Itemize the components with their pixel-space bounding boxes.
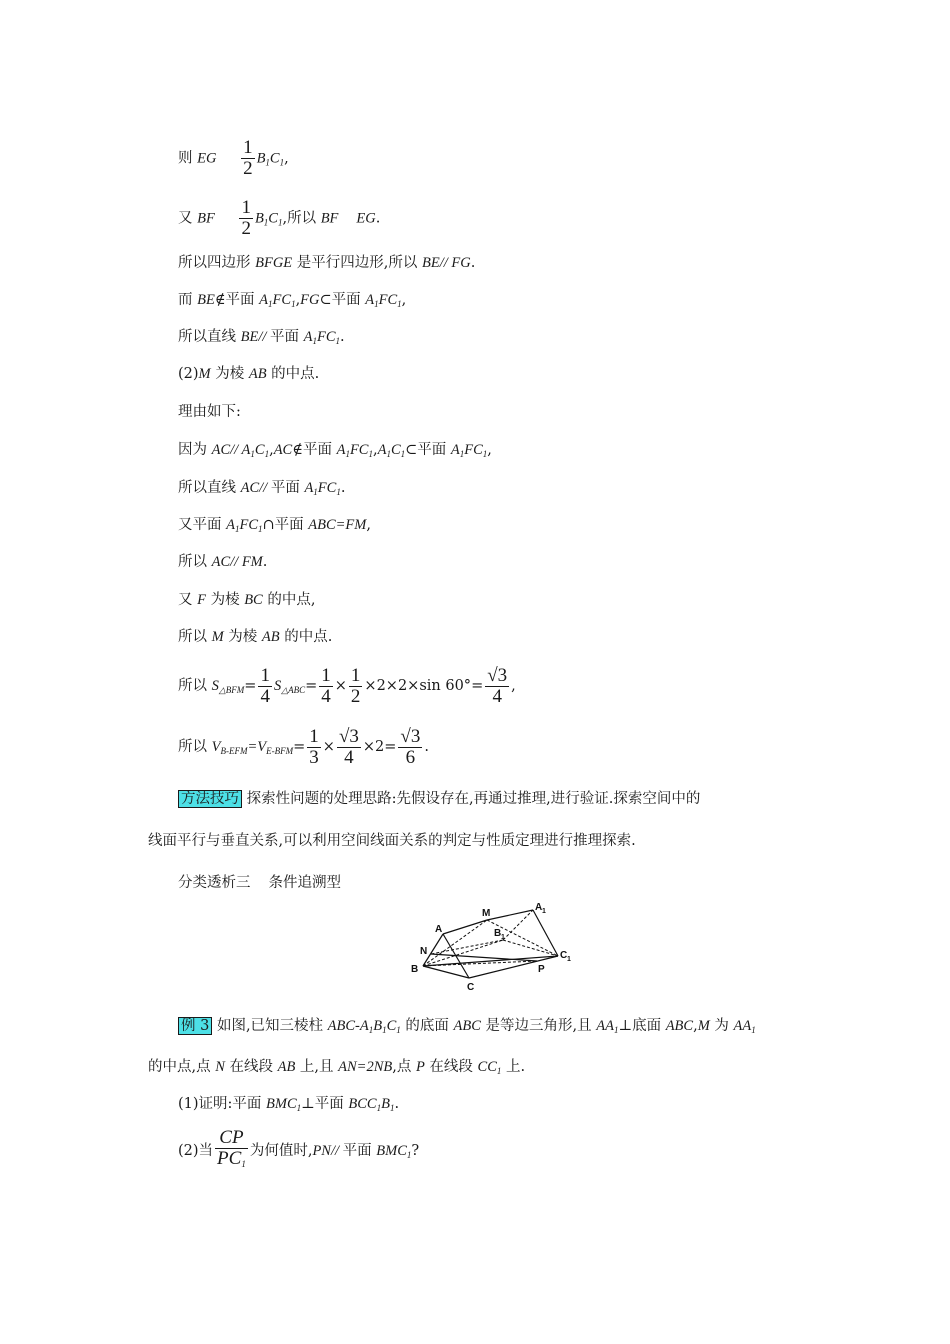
edge-B-B1: [423, 940, 503, 966]
label-P: P: [538, 964, 545, 975]
fraction: $\frac{1}{2}$: [241, 197, 251, 239]
label-B1: B: [494, 928, 502, 939]
fraction: $\frac{1}{4}$: [321, 664, 331, 707]
text: 则: [178, 150, 193, 167]
math-var: B: [256, 150, 266, 167]
volume-formula: 所以 $V_{B-EFM}=V_{E-BFM}=$ $\frac{1}{3}$ × $\frac{√3}{4}$ ×2= $\frac{√3}{6}$ .: [178, 725, 429, 768]
label-A1-sub: 1: [542, 908, 546, 915]
fraction: $\frac{1}{2}$: [243, 137, 253, 179]
example-badge: 例 3: [178, 1017, 212, 1035]
proof-line-6: (2)M 为棱 AB 的中点.: [178, 366, 320, 382]
area-formula: 所以 $S_{\triangle BFM}=$ $\frac{1}{4}$ $S_{\triangle ABC}=$ $\frac{1}{4}$ × $\frac{1}{2}$ ×2×2×sin 60°= $\frac{√3}{4}$ ,: [178, 664, 516, 707]
fraction: $\frac{1}{4}$: [260, 664, 270, 707]
edge-B1-A1: [503, 910, 533, 940]
label-C: C: [467, 982, 475, 993]
section-title: 分类透析三 条件追溯型: [178, 875, 341, 891]
proof-line-10: 又平面 $A_1FC_1\cap$平面 ABC=FM,: [178, 517, 371, 534]
fraction: $\frac{1}{2}$: [350, 664, 361, 707]
label-M: M: [482, 908, 491, 919]
question-1: (1)证明:平面 $BMC_1\perp$平面 $BCC_1B_1$.: [178, 1096, 400, 1113]
proof-line-3: 所以四边形 BFGE 是平行四边形,所以 BE// FG.: [178, 255, 476, 271]
proof-line-1: 则 EG $\frac{1}{2}$ $B_1C_1$,: [178, 137, 289, 179]
label-B: B: [411, 964, 419, 975]
method-tip: [148, 778, 808, 820]
label-A1: A: [535, 902, 543, 913]
label-C1: C: [560, 950, 568, 961]
method-tip-text: 探索性问题的处理思路:先假设存在,再通过推理,进行验证.探索空间中的: [246, 791, 701, 807]
proof-line-2: 又 BF $\frac{1}{2}$ $B_1C_1$,所以 BF EG.: [178, 197, 381, 239]
edge-B-C: [423, 966, 469, 978]
fraction: $\frac{√3}{6}$: [400, 725, 421, 768]
edge-B1-C1: [503, 940, 558, 956]
example-3-line-1: 例 3 如图,已知三棱柱 ABC-$A_1B_1C_1$ 的底面 ABC 是等边三角形,且 $AA_1\perp$底面 ABC,M 为 $AA_1$: [148, 1005, 808, 1051]
proof-line-12: 又 F 为棱 BC 的中点,: [178, 592, 316, 608]
proof-line-11: 所以 AC// FM.: [178, 554, 268, 570]
label-B1-sub: 1: [501, 934, 505, 941]
proof-line-9: 所以直线 AC// 平面 $A_1FC_1$.: [178, 480, 346, 497]
label-A: A: [435, 924, 443, 935]
proof-line-4: 而 BE∉平面 $A_1FC_1,FG\subset$平面 $A_1FC_1$,: [178, 292, 407, 309]
proof-line-13: 所以 M 为棱 AB 的中点.: [178, 629, 333, 645]
edge-M-A1: [487, 910, 533, 920]
edge-N-P: [431, 954, 537, 961]
question-2: (2)当 $\frac{CP}{PC_1}$ 为何值时,PN// 平面 $BMC_1$?: [178, 1128, 419, 1177]
edge-A1-C1: [533, 910, 558, 956]
proof-line-7: 理由如下:: [178, 404, 241, 420]
proof-line-8: 因为 AC// $A_1C_1,AC\notin$平面 $A_1FC_1,A_1C_1\subset$平面 $A_1FC_1$,: [178, 442, 492, 459]
fraction: $\frac{1}{3}$: [309, 725, 319, 768]
example-3-line-2: 的中点,点 N 在线段 AB 上,且 AN=2NB,点 P 在线段 $CC_1$ 上.: [148, 1059, 526, 1076]
label-C1-sub: 1: [567, 956, 571, 963]
label-N: N: [420, 946, 428, 957]
fraction: $\frac{√3}{4}$: [487, 664, 508, 707]
fraction-cp-pc1: $\frac{CP}{PC_1}$: [215, 1128, 248, 1174]
proof-line-5: 所以直线 BE// 平面 $A_1FC_1$.: [178, 329, 345, 346]
math-var: EG: [197, 150, 217, 167]
prism-figure: [405, 898, 585, 994]
edge-A-M: [443, 920, 487, 934]
method-tip-badge: 方法技巧: [178, 790, 242, 808]
edge-B-M: [423, 920, 487, 966]
method-tip-line-2: 线面平行与垂直关系,可以利用空间线面关系的判定与性质定理进行推理探索.: [148, 833, 636, 849]
fraction: $\frac{√3}{4}$: [338, 725, 359, 768]
